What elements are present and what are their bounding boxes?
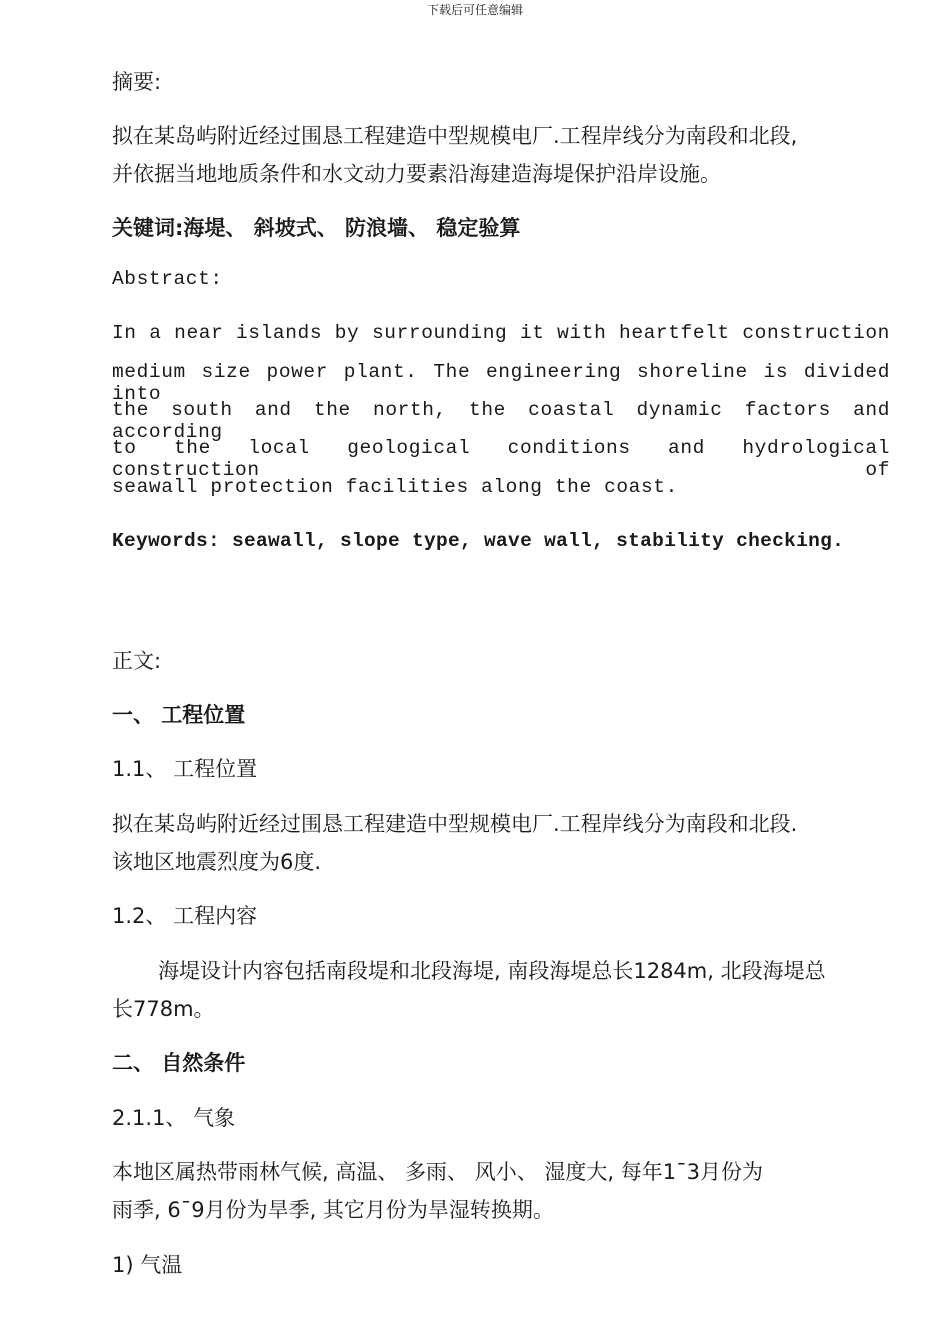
abstract-en-line-1: In a near islands by surrounding it with heartfelt construction [112, 322, 890, 344]
section-1-2-line-1: 海堤设计内容包括南段堤和北段海堤, 南段海堤总长1284m, 北段海堤总 [158, 959, 826, 983]
abstract-cn-line-2: 并依据当地地质条件和水文动力要素沿海建造海堤保护沿岸设施。 [112, 162, 721, 186]
section-2-1-1-line-1: 本地区属热带雨林气候, 高温、 多雨、 风小、 湿度大, 每年1¯3月份为 [112, 1160, 763, 1184]
section-2-title: 二、 自然条件 [112, 1051, 246, 1075]
section-1-2-title: 1.2、 工程内容 [112, 904, 258, 928]
section-2-1-1-line-2: 雨季, 6¯9月份为旱季, 其它月份为旱湿转换期。 [112, 1198, 554, 1222]
section-1-1-line-2: 该地区地震烈度为6度. [112, 850, 322, 874]
keywords-cn: 关键词:海堤、 斜坡式、 防浪墙、 稳定验算 [112, 216, 521, 240]
body-heading: 正文: [112, 649, 162, 673]
abstract-cn-heading: 摘要: [112, 70, 162, 94]
section-1-title: 一、 工程位置 [112, 703, 246, 727]
abstract-en-line-5: seawall protection facilities along the coast. [112, 476, 678, 498]
keywords-en: Keywords: seawall, slope type, wave wall, stability checking. [112, 530, 845, 552]
section-1-2-line-2: 长778m。 [112, 997, 215, 1021]
page-header-note: 下载后可任意编辑 [426, 3, 523, 17]
section-1-1-line-1: 拟在某岛屿附近经过围恳工程建造中型规模电厂.工程岸线分为南段和北段. [112, 812, 798, 836]
section-1-1-title: 1.1、 工程位置 [112, 757, 258, 781]
abstract-en-line-3: the south and the north, the coastal dynamic factors and according [112, 399, 890, 443]
list-item-temperature: 1) 气温 [112, 1253, 183, 1277]
abstract-en-line-2: medium size power plant. The engineering shoreline is divided into [112, 361, 890, 405]
abstract-cn-line-1: 拟在某岛屿附近经过围恳工程建造中型规模电厂.工程岸线分为南段和北段, [112, 124, 798, 148]
section-2-1-1-title: 2.1.1、 气象 [112, 1106, 236, 1130]
abstract-en-heading: Abstract: [112, 268, 223, 290]
abstract-en-line-4: to the local geological conditions and hydrological construction of [112, 437, 890, 481]
